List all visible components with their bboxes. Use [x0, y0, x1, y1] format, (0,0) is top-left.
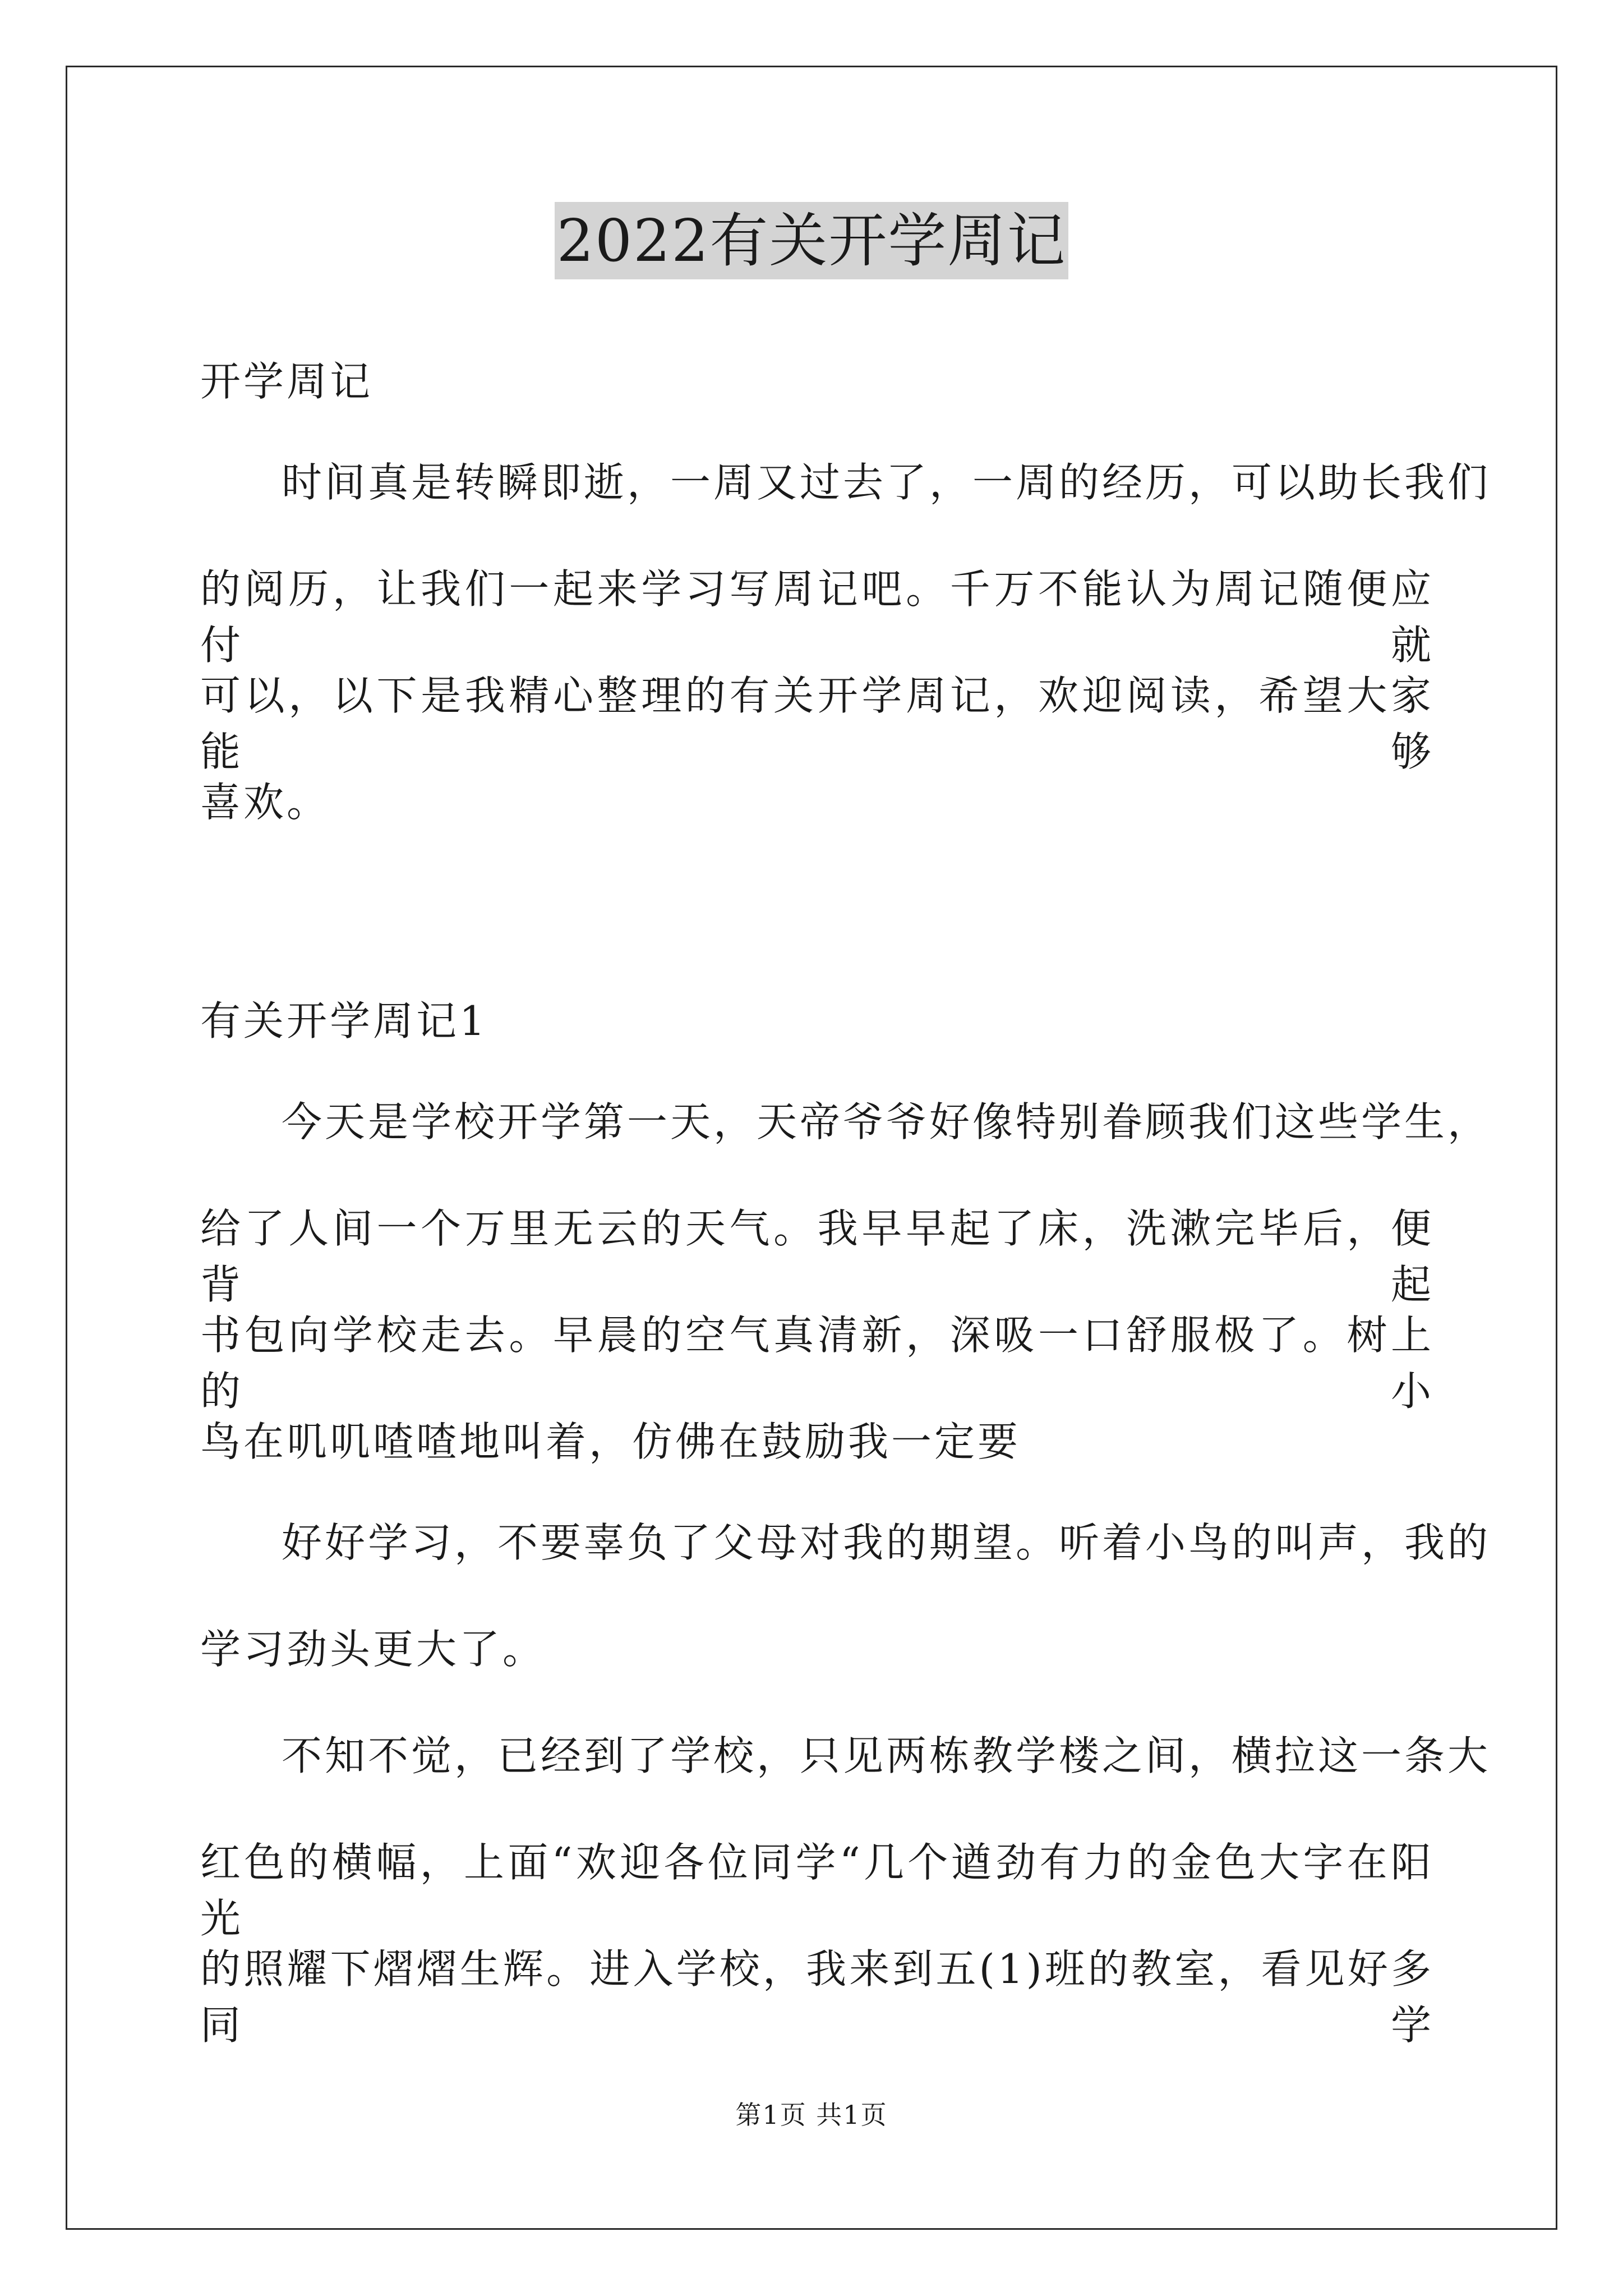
page-footer — [0, 2098, 1623, 2132]
para3-line-2: 红色的横幅，上面“欢迎各位同学“几个遒劲有力的金色大字在阳光 — [200, 1839, 1434, 1942]
para1-line-4: 鸟在叽叽喳喳地叫着，仿佛在鼓励我一定要 — [200, 1418, 1021, 1465]
para1-line-2: 给了人间一个万里无云的天气。我早早起了床，洗漱完毕后，便背起 — [200, 1205, 1434, 1308]
intro-heading: 开学周记 — [200, 358, 374, 405]
intro-line-1: 时间真是转瞬即逝，一周又过去了，一周的经历，可以助长我们 — [282, 459, 1491, 506]
para3-line-1: 不知不觉，已经到了学校，只见两栋教学楼之间，横拉这一条大 — [282, 1732, 1491, 1779]
intro-line-2: 的阅历，让我们一起来学习写周记吧。千万不能认为周记随便应付就 — [200, 565, 1434, 669]
para2-line-2: 学习劲头更大了。 — [200, 1626, 546, 1673]
para2-line-1: 好好学习，不要辜负了父母对我的期望。听着小鸟的叫声，我的 — [282, 1519, 1491, 1566]
section1-heading: 有关开学周记1 — [200, 997, 488, 1045]
title-container — [0, 202, 1623, 279]
para1-line-3: 书包向学校走去。早晨的空气真清新，深吸一口舒服极了。树上的小 — [200, 1312, 1434, 1415]
page-number-info: 第1页 共1页 — [735, 2100, 888, 2130]
document-title: 2022有关开学周记 — [555, 202, 1069, 279]
para3-line-3: 的照耀下熠熠生辉。进入学校，我来到五(1)班的教室，看见好多同学 — [200, 1945, 1434, 2049]
intro-line-3: 可以，以下是我精心整理的有关开学周记，欢迎阅读，希望大家能够 — [200, 672, 1434, 775]
para1-line-1: 今天是学校开学第一天，天帝爷爷好像特别眷顾我们这些学生， — [282, 1098, 1491, 1145]
intro-line-4: 喜欢。 — [200, 779, 330, 826]
